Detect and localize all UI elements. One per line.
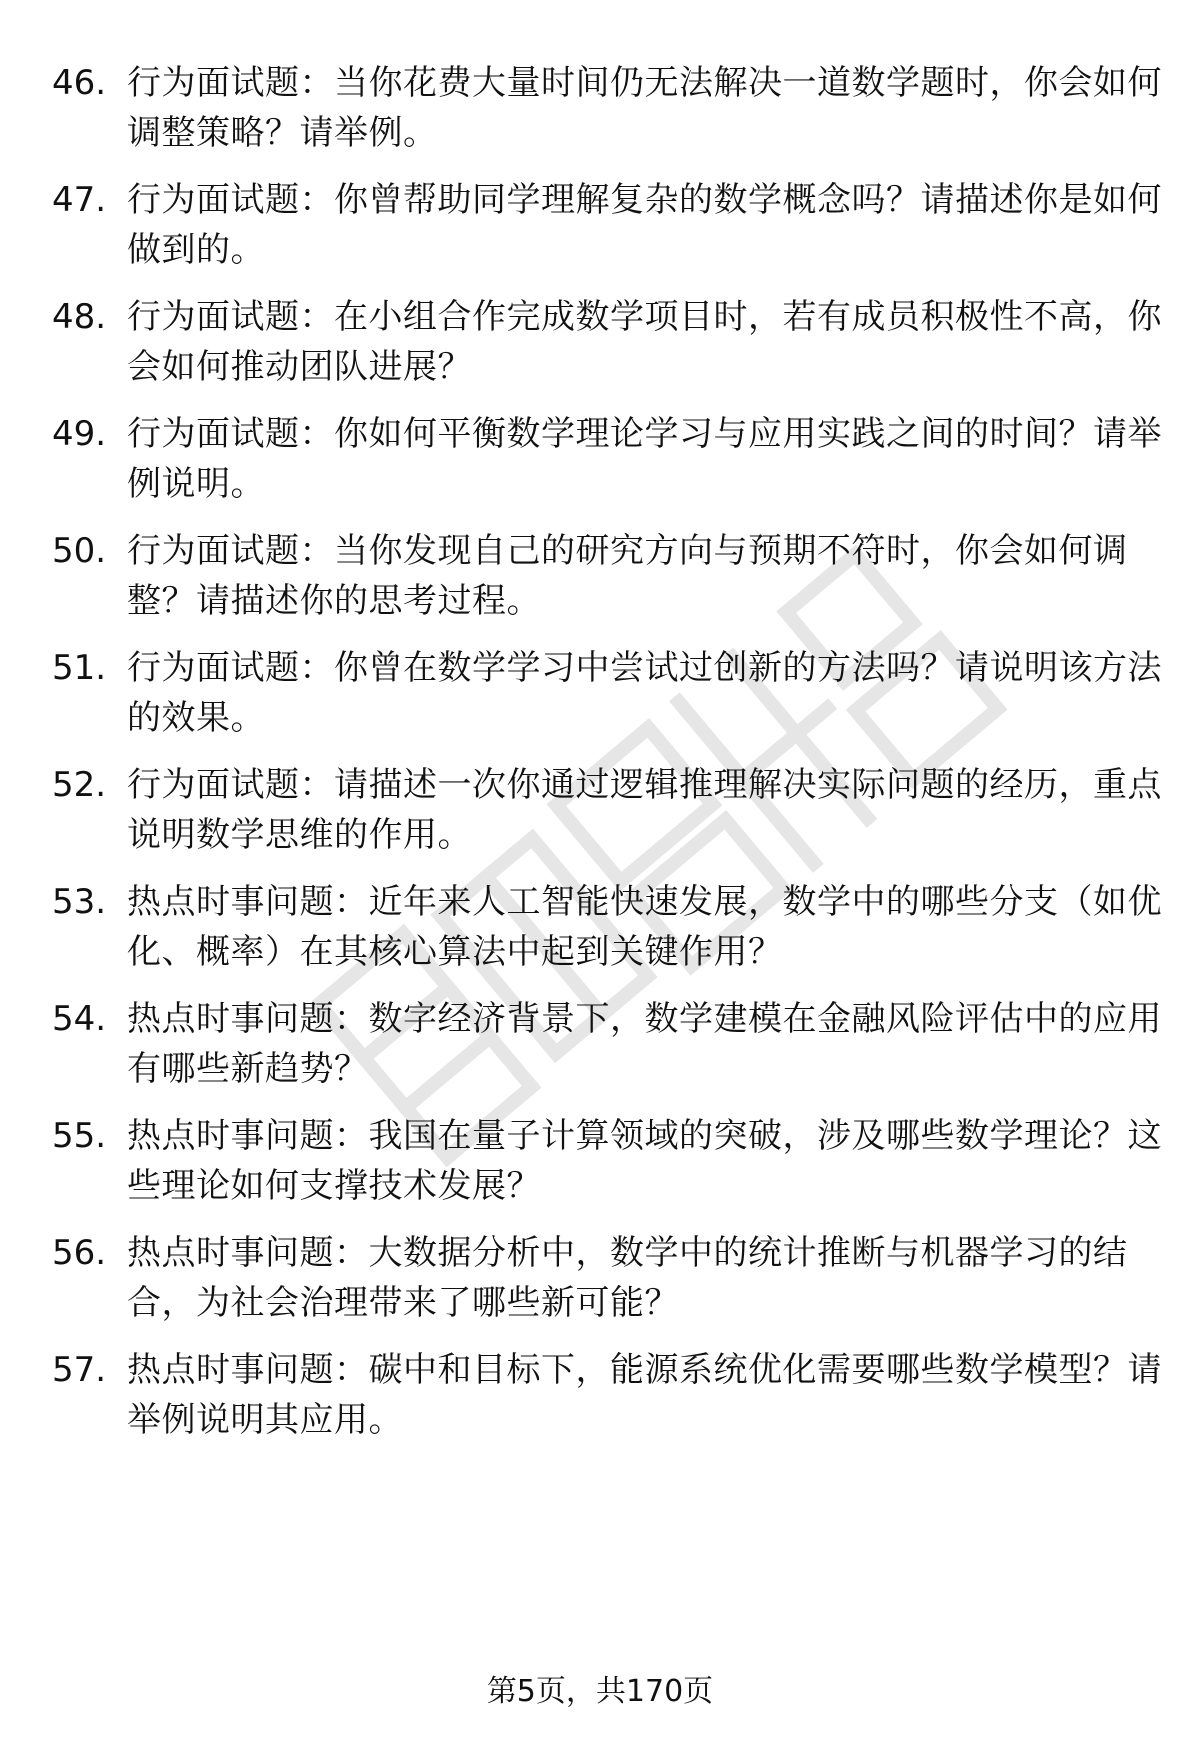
question-text: 行为面试题：你曾在数学学习中尝试过创新的方法吗？请说明该方法的效果。 [127,648,1162,738]
question-number: 54. [52,999,107,1039]
question-text: 行为面试题：当你花费大量时间仍无法解决一道数学题时，你会如何调整策略？请举例。 [127,63,1162,153]
question-item [52,292,1162,409]
question-text: 行为面试题：在小组合作完成数学项目时，若有成员积极性不高，你会如何推动团队进展？ [127,297,1162,387]
question-item [52,877,1162,994]
question-text: 热点时事问题：我国在量子计算领域的突破，涉及哪些数学理论？这些理论如何支撑技术发展？ [127,1116,1162,1206]
question-text: 行为面试题：你如何平衡数学理论学习与应用实践之间的时间？请举例说明。 [127,414,1162,504]
question-number: 49. [52,414,107,454]
question-text: 热点时事问题：近年来人工智能快速发展，数学中的哪些分支（如优化、概率）在其核心算法中起到关键作用？ [127,882,1162,972]
question-number: 52. [52,765,107,805]
question-item [52,1345,1162,1462]
question-item [52,58,1162,175]
question-number: 57. [52,1350,107,1390]
question-text: 热点时事问题：数字经济背景下，数学建模在金融风险评估中的应用有哪些新趋势？ [127,999,1162,1089]
question-number: 55. [52,1116,107,1156]
question-text: 行为面试题：当你发现自己的研究方向与预期不符时，你会如何调整？请描述你的思考过程。 [127,531,1128,621]
question-number: 50. [52,531,107,571]
question-list [52,58,1162,1462]
question-item [52,175,1162,292]
question-text: 热点时事问题：碳中和目标下，能源系统优化需要哪些数学模型？请举例说明其应用。 [127,1350,1162,1440]
question-item [52,643,1162,760]
page-footer: 第5页，共170页 [486,1674,714,1709]
question-number: 51. [52,648,107,688]
question-number: 46. [52,63,107,103]
question-number: 48. [52,297,107,337]
question-number: 56. [52,1233,107,1273]
question-text: 热点时事问题：大数据分析中，数学中的统计推断与机器学习的结合，为社会治理带来了哪些新可能？ [127,1233,1128,1323]
question-item [52,760,1162,877]
question-item [52,1111,1162,1228]
question-text: 行为面试题：你曾帮助同学理解复杂的数学概念吗？请描述你是如何做到的。 [127,180,1162,270]
question-item [52,1228,1152,1345]
question-item [52,994,1162,1111]
question-text: 行为面试题：请描述一次你通过逻辑推理解决实际问题的经历，重点说明数学思维的作用。 [127,765,1162,855]
question-number: 53. [52,882,107,922]
question-item [52,526,1152,643]
question-number: 47. [52,180,107,220]
question-item [52,409,1162,526]
